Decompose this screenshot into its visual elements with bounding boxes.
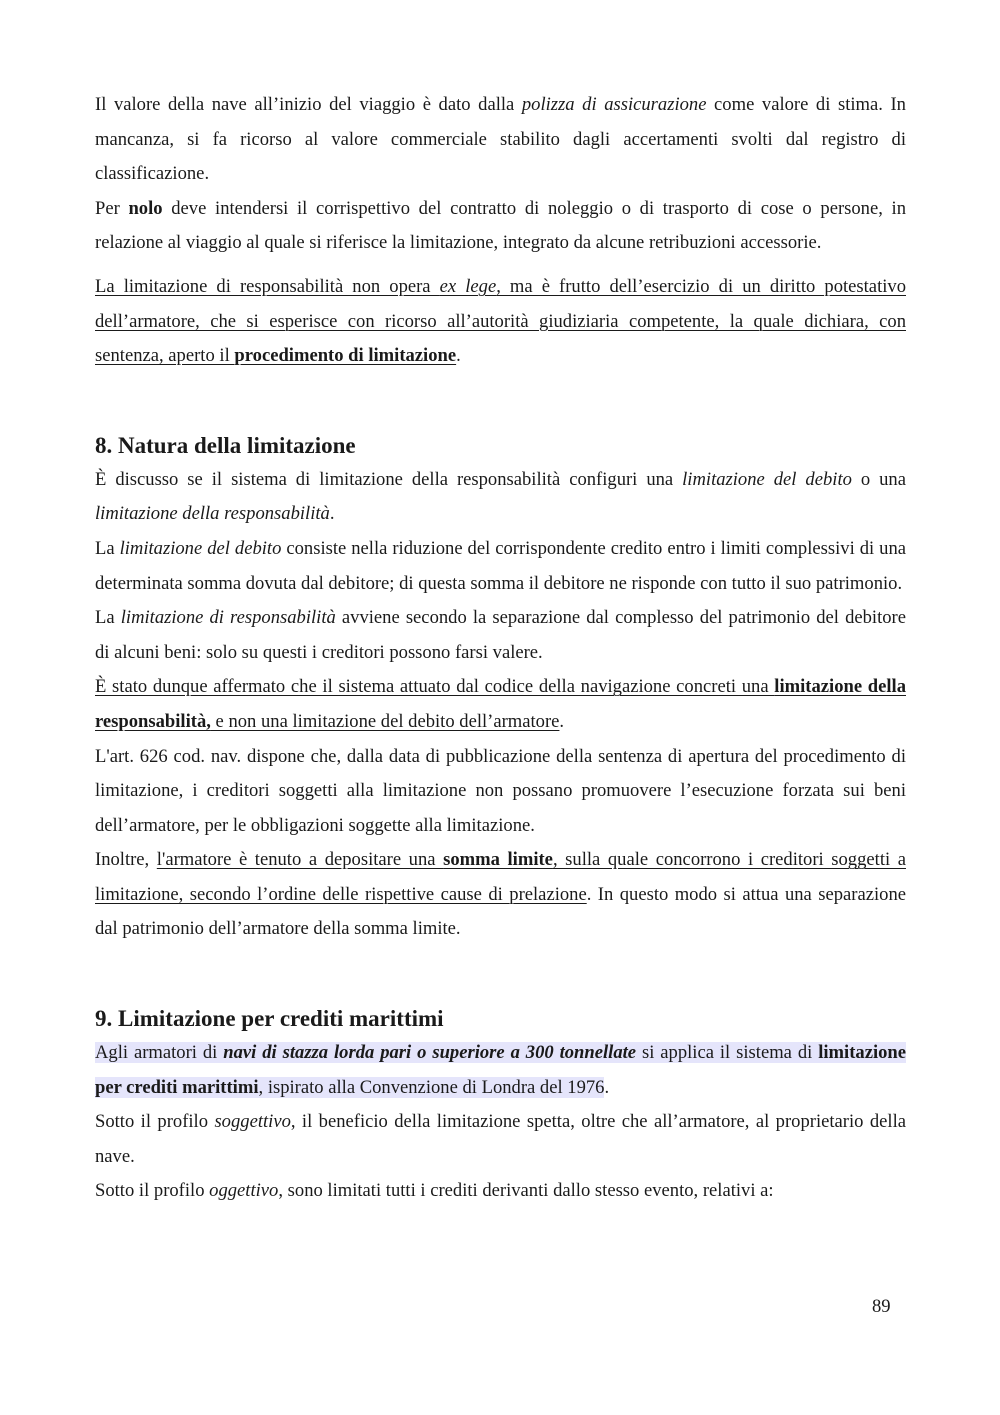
paragraph-somma-limite xyxy=(95,843,906,947)
bold-term: somma limite xyxy=(443,849,553,871)
text-run: Per xyxy=(95,197,129,219)
text-run: , sono limitati tutti i crediti derivanti dallo stesso evento, relativi a: xyxy=(278,1180,774,1202)
text-run: deve intendersi il corrispettivo del contratto di noleggio o di trasporto di cose o persone, in relazione al viaggio al quale si riferisce la limitazione, integrato da alcune retribuzioni accessorie. xyxy=(95,197,907,254)
italic-term: ex lege xyxy=(439,275,497,297)
paragraph-limitation-procedure xyxy=(95,270,906,374)
underlined-text: La limitazione di responsabilità non opera xyxy=(95,275,440,297)
text-run: Sotto il profilo xyxy=(95,1180,210,1202)
text-run: . xyxy=(329,503,335,525)
paragraph-debt-limitation xyxy=(95,532,906,601)
text-run: avviene secondo la separazione dal complesso del patrimonio del debitore di alcuni beni: solo su questi i creditori possono farsi valere. xyxy=(95,607,906,663)
italic-term: soggettivo xyxy=(214,1111,291,1133)
underlined-text: e non una limitazione del debito dell’armatore xyxy=(210,710,560,732)
italic-term: limitazione di responsabilità xyxy=(120,607,336,629)
paragraph-liability-limitation xyxy=(95,601,906,670)
italic-term: polizza di assicurazione xyxy=(521,94,707,115)
italic-term: limitazione del debito xyxy=(119,537,282,559)
bold-term: limitazione della responsabilità, xyxy=(95,676,906,732)
section-heading-8: 8. Natura della limitazione xyxy=(95,432,356,458)
text-run: La xyxy=(95,607,121,629)
italic-term: limitazione del debito xyxy=(682,468,852,490)
paragraph-subjective-profile xyxy=(95,1105,906,1174)
italic-term: oggettivo xyxy=(209,1180,279,1202)
bold-term: limitazione per crediti marittimi xyxy=(95,1042,907,1098)
text-run: . xyxy=(456,345,461,367)
text-run: La xyxy=(95,537,120,559)
underlined-text: l'armatore è tenuto a depositare una xyxy=(156,849,444,871)
paragraph-affirmation xyxy=(95,670,906,739)
bold-italic-term: navi di stazza lorda pari o superiore a 300 tonnellate xyxy=(223,1042,637,1064)
underlined-text: È stato dunque affermato che il sistema attuato dal codice della navigazione concreti una xyxy=(95,676,775,698)
text-run: consiste nella riduzione del corrispondente credito entro i limiti complessivi di una determinata somma dovuta dal debitore; di questa somma il debitore ne risponde con tutto il suo patrimonio. xyxy=(95,537,907,594)
underlined-text: , ma è frutto dell’esercizio di un diritto potestativo dell’armatore, che si esperisce con ricorso all’autorità giudiziaria competente, la quale dichiara, con sentenza, aperto il xyxy=(95,275,906,367)
paragraph-debate xyxy=(95,463,906,532)
text-run: come valore di stima. In mancanza, si fa ricorso al valore commerciale stabilito dagli accertamenti svolti dal registro di classificazione. xyxy=(95,94,906,185)
paragraph-ship-value xyxy=(95,88,906,192)
text-run: . xyxy=(604,1076,610,1098)
paragraph-highlighted-armatori xyxy=(95,1036,906,1105)
bold-term: procedimento di limitazione xyxy=(234,345,457,367)
section-heading-9: 9. Limitazione per crediti marittimi xyxy=(95,1006,444,1032)
text-run: . In questo modo si attua una separazione dal patrimonio dell’armatore della somma limite. xyxy=(95,883,906,940)
text-run: o una xyxy=(851,468,906,490)
text-run: È discusso se il sistema di limitazione della responsabilità configuri una xyxy=(95,468,683,490)
highlighted-text: si applica il sistema di xyxy=(636,1042,819,1064)
page-number: 89 xyxy=(872,1296,891,1317)
highlighted-text: Agli armatori di xyxy=(95,1042,224,1064)
text-run: Sotto il profilo xyxy=(95,1111,215,1133)
highlighted-text: , ispirato alla Convenzione di Londra del 1976 xyxy=(258,1076,605,1098)
paragraph-objective-profile xyxy=(95,1174,906,1209)
text-run: . xyxy=(559,710,565,732)
paragraph-nolo xyxy=(95,192,906,261)
text-run: Inoltre, xyxy=(95,849,157,871)
paragraph-art-626: L'art. 626 cod. nav. dispone che, dalla data di pubblicazione della sentenza di apertura del procedimento di limitazione, i creditori soggetti alla limitazione non possano promuovere l’esecuzione forzata sui beni dell’armatore, per le obbligazioni soggette alla limitazione. xyxy=(95,745,906,836)
underlined-text: , sulla quale concorrono i creditori soggetti a limitazione, secondo l’ordine delle rispettive cause di prelazione xyxy=(95,849,906,905)
document-page xyxy=(95,88,906,1209)
text-run: , il beneficio della limitazione spetta, oltre che all’armatore, al proprietario della nave. xyxy=(95,1111,906,1167)
bold-term: nolo xyxy=(128,197,163,219)
text-run: Il valore della nave all’inizio del viaggio è dato dalla xyxy=(95,94,522,115)
italic-term: limitazione della responsabilità xyxy=(95,503,330,525)
